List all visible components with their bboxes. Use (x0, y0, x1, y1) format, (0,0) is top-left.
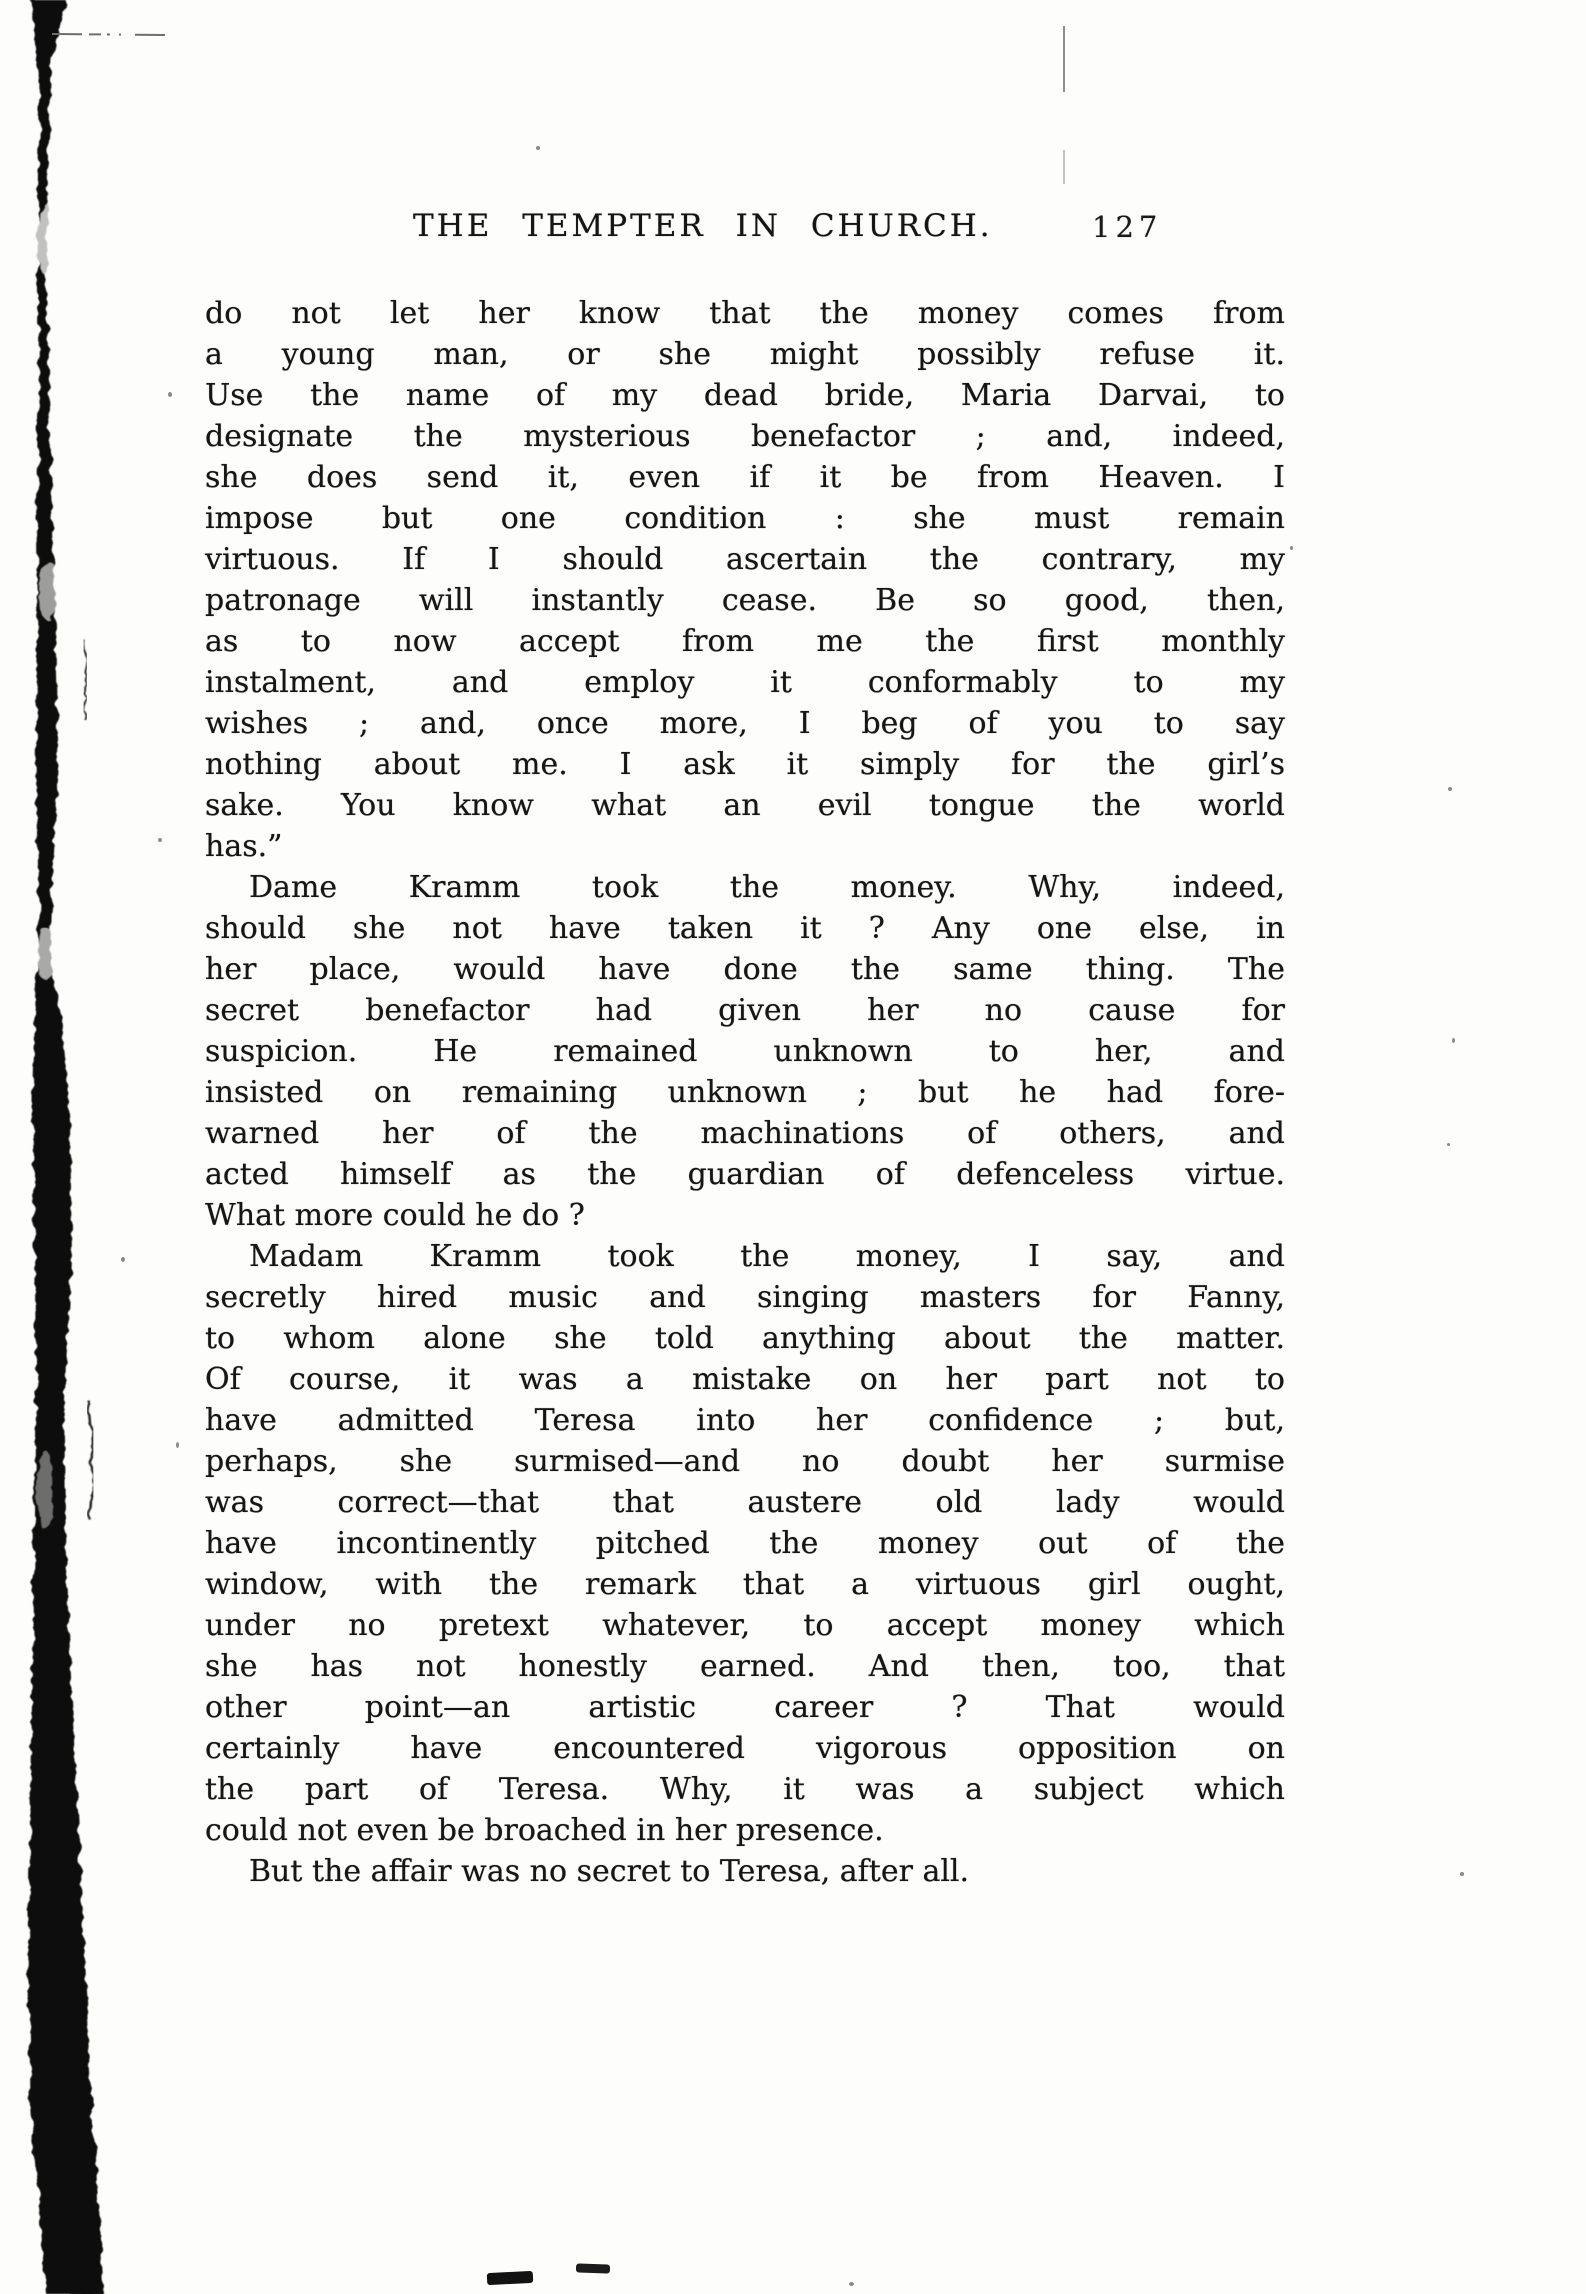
text-line: she does send it, even if it be from Heaven. I (205, 460, 1285, 495)
text-line: nothing about me. I ask it simply for the girl’s (205, 747, 1285, 782)
text-line: Dame Kramm took the money. Why, indeed, (249, 870, 1285, 905)
speck-dot (121, 1257, 125, 1262)
text-line: window, with the remark that a virtuous girl ought, (205, 1567, 1285, 1602)
text-line: the part of Teresa. Why, it was a subject which (205, 1772, 1285, 1807)
speck-dot (1448, 787, 1452, 791)
text-line: perhaps, she surmised—and no doubt her surmise (205, 1444, 1285, 1479)
speck-dot (1447, 1143, 1450, 1146)
text-line: virtuous. If I should ascertain the contrary, my (205, 542, 1285, 577)
speck-dot (168, 392, 172, 397)
speck-dot (158, 838, 162, 842)
bottom-ink-mark-2 (576, 2263, 610, 2273)
text-line: secret benefactor had given her no cause for (205, 993, 1285, 1028)
right-margin-tick (1063, 150, 1065, 184)
speck-dot (176, 1442, 179, 1448)
text-line: acted himself as the guardian of defenceless virtue. (205, 1157, 1285, 1192)
text-line: What more could he do ? (205, 1198, 585, 1233)
paragraph (205, 293, 1285, 867)
text-line: instalment, and employ it conformably to my (205, 665, 1285, 700)
text-line: she has not honestly earned. And then, too, that (205, 1649, 1285, 1684)
text-line: suspicion. He remained unknown to her, and (205, 1034, 1285, 1069)
page-number: 127 (1092, 210, 1163, 244)
text-line: patronage will instantly cease. Be so good, then, (205, 583, 1285, 618)
text-line: Of course, it was a mistake on her part not to (205, 1362, 1285, 1397)
text-line: was correct—that that austere old lady would (205, 1485, 1285, 1520)
text-line: should she not have taken it ? Any one else, in (205, 911, 1285, 946)
text-line: have incontinently pitched the money out of the (205, 1526, 1285, 1561)
text-block (205, 293, 1285, 1892)
top-left-dash-mark (50, 28, 170, 40)
top-right-margin-line (1063, 26, 1065, 92)
text-line: certainly have encountered vigorous opposition on (205, 1731, 1285, 1766)
text-line: her place, would have done the same thing. The (205, 952, 1285, 987)
text-line: to whom alone she told anything about the matter. (205, 1321, 1285, 1356)
speck-dot (1452, 1038, 1455, 1043)
paragraph (205, 1851, 1285, 1892)
text-line: do not let her know that the money comes from (205, 296, 1285, 331)
text-line: warned her of the machinations of others, and (205, 1116, 1285, 1151)
paragraph (205, 867, 1285, 1236)
speck-dot (1290, 546, 1293, 550)
speck-dot (849, 2282, 854, 2286)
text-line: designate the mysterious benefactor ; and, indeed, (205, 419, 1285, 454)
text-line: Madam Kramm took the money, I say, and (249, 1239, 1285, 1274)
text-line: insisted on remaining unknown ; but he had fore- (205, 1075, 1285, 1110)
text-line: could not even be broached in her presence. (205, 1813, 884, 1848)
text-line: as to now accept from me the first monthly (205, 624, 1285, 659)
text-line: But the affair was no secret to Teresa, after all. (249, 1854, 970, 1889)
left-edge-scan-streak (0, 0, 180, 2294)
text-line: a young man, or she might possibly refuse it. (205, 337, 1285, 372)
speck-dot (1460, 1872, 1464, 1876)
speck-dot (536, 146, 540, 150)
text-line: other point—an artistic career ? That would (205, 1690, 1285, 1725)
text-line: impose but one condition : she must remain (205, 501, 1285, 536)
text-line: Use the name of my dead bride, Maria Darvai, to (205, 378, 1285, 413)
text-line: secretly hired music and singing masters for Fanny, (205, 1280, 1285, 1315)
paragraph (205, 1236, 1285, 1851)
text-line: wishes ; and, once more, I beg of you to say (205, 706, 1285, 741)
text-line: under no pretext whatever, to accept money which (205, 1608, 1285, 1643)
text-line: sake. You know what an evil tongue the world (205, 788, 1285, 823)
text-line: have admitted Teresa into her confidence ; but, (205, 1403, 1285, 1438)
bottom-ink-mark-1 (487, 2271, 534, 2285)
text-line: has.” (205, 829, 283, 864)
page-title: THE TEMPTER IN CHURCH. (413, 208, 993, 244)
